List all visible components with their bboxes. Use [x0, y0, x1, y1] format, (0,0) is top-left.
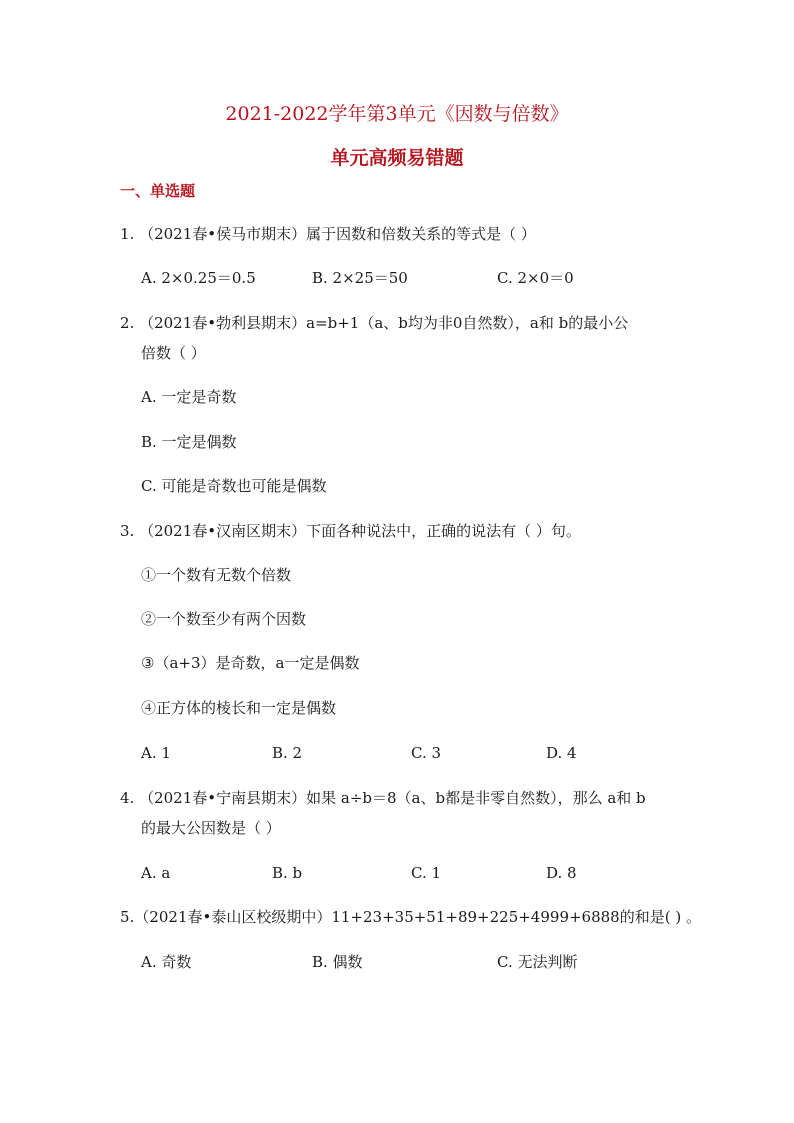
question-3-option-b: B. 2 [272, 744, 303, 762]
question-5-option-a: A. 奇数 [141, 953, 192, 971]
question-4-option-c: C. 1 [411, 864, 442, 882]
question-2-stem-line1: 2. （2021春•勃利县期末）a=b+1（a、b均为非0自然数），a和 b的最小公 [120, 314, 629, 332]
question-4-stem-line1: 4. （2021春•宁南县期末）如果 a÷b＝8（a、b都是非零自然数），那么 a和 b [120, 789, 646, 807]
question-1-option-a: A. 2×0.25＝0.5 [141, 269, 256, 287]
document-subtitle: 单元高频易错题 [330, 147, 464, 169]
question-3-statement-2: ②一个数至少有两个因数 [141, 610, 307, 628]
question-4-option-a: A. a [141, 864, 171, 882]
question-2-stem-line2: 倍数（ ） [141, 344, 206, 362]
question-5-stem: 5.（2021春•泰山区校级期中）11+23+35+51+89+225+4999+6888的和是( ) 。 [120, 908, 701, 926]
question-2-option-b: B. 一定是偶数 [141, 433, 237, 451]
question-1-option-b: B. 2×25＝50 [312, 269, 408, 287]
question-1-stem: 1. （2021春•侯马市期末）属于因数和倍数关系的等式是（ ） [120, 225, 536, 243]
question-3-option-c: C. 3 [411, 744, 442, 762]
question-5-option-c: C. 无法判断 [497, 953, 578, 971]
document-title: 2021-2022学年第3单元《因数与倍数》 [225, 103, 569, 125]
question-3-statement-1: ①一个数有无数个倍数 [141, 566, 292, 584]
question-3-stem: 3. （2021春•汉南区期末）下面各种说法中，正确的说法有（ ）句。 [120, 522, 581, 540]
section-heading: 一、单选题 [120, 182, 196, 200]
question-3-statement-3: ③（a+3）是奇数，a一定是偶数 [141, 654, 360, 672]
question-2-option-c: C. 可能是奇数也可能是偶数 [141, 477, 327, 495]
question-5-option-b: B. 偶数 [312, 953, 363, 971]
question-4-stem-line2: 的最大公因数是（ ） [141, 819, 281, 837]
question-3-option-d: D. 4 [546, 744, 577, 762]
question-4-option-b: B. b [272, 864, 303, 882]
question-4-option-d: D. 8 [546, 864, 577, 882]
question-2-option-a: A. 一定是奇数 [141, 388, 237, 406]
question-3-option-a: A. 1 [141, 744, 171, 762]
question-1-option-c: C. 2×0＝0 [497, 269, 574, 287]
question-3-statement-4: ④正方体的棱长和一定是偶数 [141, 699, 337, 717]
